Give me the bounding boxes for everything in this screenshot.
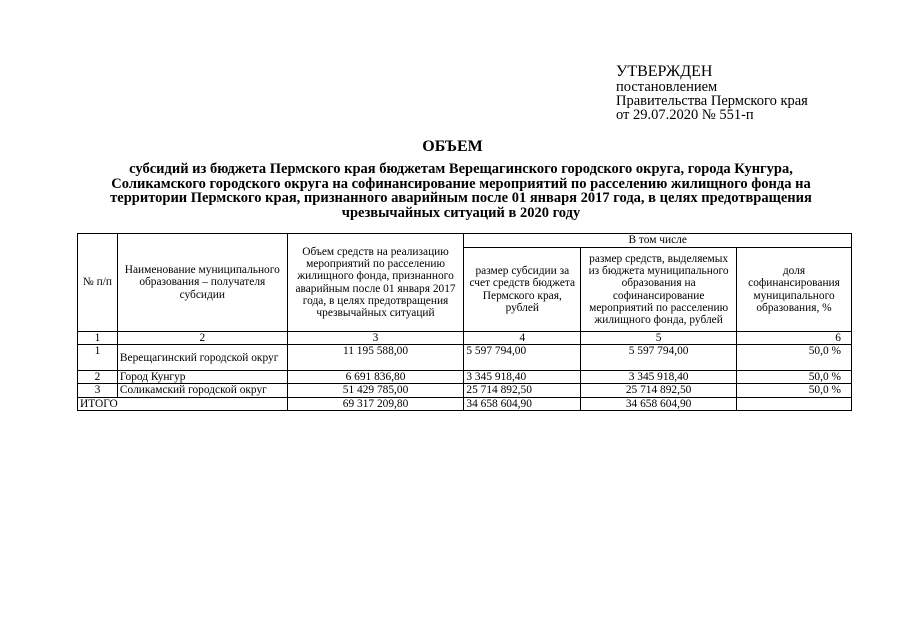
row-num: 1 bbox=[78, 345, 118, 371]
col-number: 1 bbox=[78, 332, 118, 345]
document-subtitle: субсидий из бюджета Пермского края бюджетам Верещагинского городского округа, города Кунгура, Соликамского городского округа на софинансирование мероприятий по расселению жилищного фонда на территории Пермского края, признанного аварийным после 01 января 2017 года, в целях предотвращения чрезвычайных ситуаций в 2020 году bbox=[110, 161, 812, 221]
row-share: 50,0 % bbox=[737, 384, 852, 397]
row-share: 50,0 % bbox=[737, 371, 852, 384]
row-volume: 11 195 588,00 bbox=[287, 345, 464, 371]
col-number: 2 bbox=[117, 332, 287, 345]
col-number: 6 bbox=[737, 332, 852, 345]
approval-line-date: от 29.07.2020 № 551-п bbox=[616, 107, 754, 123]
table-row bbox=[78, 345, 852, 371]
header-num: № п/п bbox=[78, 234, 118, 332]
col-number: 5 bbox=[581, 332, 737, 345]
row-volume: 6 691 836,80 bbox=[287, 371, 464, 384]
row-num: 2 bbox=[78, 371, 118, 384]
approval-heading: УТВЕРЖДЕН bbox=[616, 63, 713, 80]
row-share: 50,0 % bbox=[737, 345, 852, 371]
total-share bbox=[737, 397, 852, 410]
row-name: Город Кунгур bbox=[117, 371, 287, 384]
row-regional: 3 345 918,40 bbox=[464, 371, 581, 384]
approval-line-government: Правительства Пермского края bbox=[616, 93, 808, 109]
approval-line-decree: постановлением bbox=[616, 79, 718, 95]
row-regional: 5 597 794,00 bbox=[464, 345, 581, 371]
row-volume: 51 429 785,00 bbox=[287, 384, 464, 397]
header-including: В том числе bbox=[464, 234, 852, 248]
row-regional: 25 714 892,50 bbox=[464, 384, 581, 397]
document-title: ОБЪЕМ bbox=[422, 138, 483, 155]
total-municipal: 34 658 604,90 bbox=[581, 397, 737, 410]
row-num: 3 bbox=[78, 384, 118, 397]
table-row bbox=[78, 371, 852, 384]
total-volume: 69 317 209,80 bbox=[287, 397, 464, 410]
header-volume: Объем средств на реализацию мероприятий по расселению жилищного фонда, признанного аварийным после 01 января 2017 года, в целях предотвращения чрезвычайных ситуаций bbox=[287, 234, 464, 332]
total-regional: 34 658 604,90 bbox=[464, 397, 581, 410]
row-municipal: 25 714 892,50 bbox=[581, 384, 737, 397]
col-number: 3 bbox=[287, 332, 464, 345]
row-municipal: 3 345 918,40 bbox=[581, 371, 737, 384]
header-regional: размер субсидии за счет средств бюджета Пермского края, рублей bbox=[464, 248, 581, 332]
header-share: доля софинансирования муниципального образования, % bbox=[737, 248, 852, 332]
col-number: 4 bbox=[464, 332, 581, 345]
row-name: Верещагинский городской округ bbox=[117, 345, 287, 371]
table-row bbox=[78, 384, 852, 397]
column-number-row bbox=[78, 332, 852, 345]
row-name: Соликамский городской округ bbox=[117, 384, 287, 397]
header-name: Наименование муниципального образования – получателя субсидии bbox=[117, 234, 287, 332]
subsidy-table bbox=[77, 233, 852, 411]
row-municipal: 5 597 794,00 bbox=[581, 345, 737, 371]
total-label: ИТОГО bbox=[78, 397, 288, 410]
total-row bbox=[78, 397, 852, 410]
approval-block bbox=[616, 64, 808, 122]
header-municipal: размер средств, выделяемых из бюджета муниципального образования на софинансирование мероприятий по расселению жилищного фонда, рублей bbox=[581, 248, 737, 332]
